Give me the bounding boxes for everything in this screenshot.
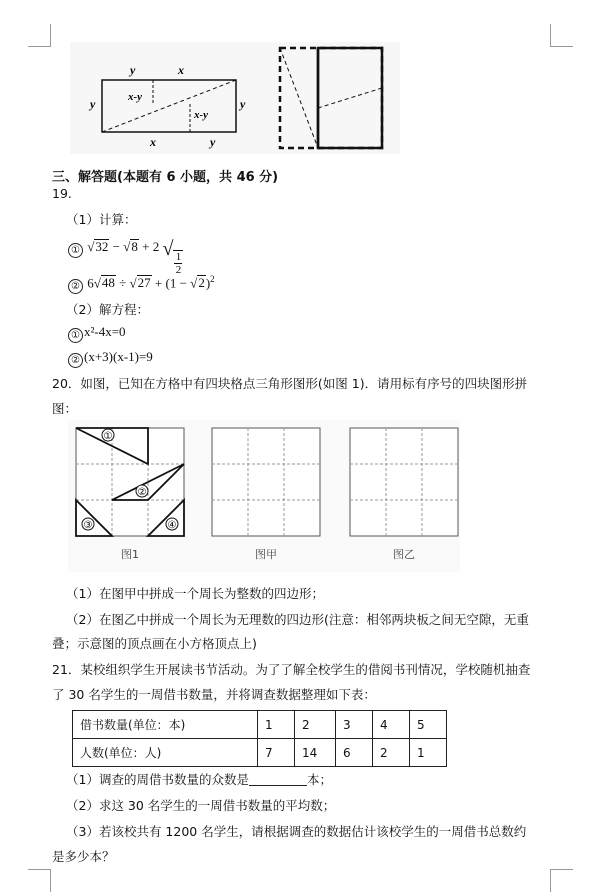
circled-1-icon: ① — [68, 328, 83, 343]
caption-fig-yi: 图乙 — [393, 548, 415, 561]
corner-mark-top-right — [550, 24, 573, 47]
q19-expression-2: ② $6√48 \div √27 + (1 - √2)^2$ — [68, 274, 215, 294]
corner-mark-bottom-left — [28, 869, 51, 892]
table-cell: 2 — [373, 739, 410, 767]
piece-mark-3: ③ — [83, 520, 93, 531]
top-figure — [70, 42, 400, 154]
q21-part1 — [66, 770, 332, 788]
label-y-left: y — [90, 97, 96, 111]
table-header-cell: 借书数量(单位：本) — [73, 711, 258, 739]
table-cell: 5 — [410, 711, 447, 739]
q20-part2b: 叠；示意图的顶点画在小方格顶点上) — [52, 636, 257, 651]
minus-sign: − — [112, 239, 124, 254]
borrow-table — [72, 710, 447, 767]
piece-mark-2: ② — [137, 487, 147, 498]
radicand-2: 2 — [198, 275, 205, 291]
table-cell: 7 — [258, 739, 295, 767]
section-title: 三、解答题(本题有 6 小题，共 46 分) — [52, 170, 279, 185]
label-y-top: y — [130, 63, 136, 77]
coefficient-6: 6 — [87, 275, 94, 291]
q19-part1: （1）计算： — [66, 212, 137, 227]
label-x-top: x — [178, 63, 184, 77]
radicand-8: 8 — [131, 239, 138, 254]
answer-blank[interactable] — [249, 773, 307, 786]
corner-mark-top-left — [28, 24, 51, 47]
q19-number: 19. — [52, 186, 72, 201]
table-cell: 2 — [295, 711, 336, 739]
grid-figures — [68, 420, 460, 572]
q21-part3a: （3）若该校共有 1200 名学生，请根据调查的数据估计该校学生的一周借书总数约 — [66, 824, 527, 839]
radicand-48: 48 — [101, 275, 115, 291]
equation-2-text: (x+3)(x-1)=9 — [84, 349, 153, 364]
table-cell: 1 — [410, 739, 447, 767]
close-paren: ) — [205, 275, 211, 291]
table-cell: 1 — [258, 711, 295, 739]
grid-figure-yi — [350, 428, 458, 536]
table-cell: 14 — [295, 739, 336, 767]
table-cell: 4 — [373, 711, 410, 739]
q20-part1: （1）在图甲中拼成一个周长为整数的四边形； — [66, 586, 324, 601]
q21-part3b: 是多少本？ — [52, 849, 115, 864]
radicand-32: 32 — [95, 239, 109, 254]
radicand-27: 27 — [137, 275, 151, 291]
caption-fig-jia: 图甲 — [255, 548, 277, 561]
label-x-minus-y-2: x-y — [194, 109, 209, 121]
q19-equation-1 — [68, 324, 126, 343]
equation-1-text: x²-4x=0 — [84, 324, 126, 339]
q21-part1-unit: 本； — [306, 772, 332, 787]
q19-part2: （2）解方程： — [66, 302, 149, 317]
circled-2-icon: ② — [68, 279, 83, 294]
caption-fig1: 图1 — [121, 548, 139, 561]
circled-2-icon: ② — [68, 353, 83, 368]
label-x-bottom: x — [150, 135, 156, 149]
table-row — [73, 739, 447, 767]
q19-expression-1: ① √32 − √8 + 2 √ $\frac{1}{2}$ — [68, 238, 183, 276]
label-y-right: y — [240, 97, 246, 111]
q21-part1-text: （1）调查的周借书数量的众数是 — [66, 772, 249, 787]
corner-mark-bottom-right — [550, 869, 573, 892]
q20-line1: 20．如图，已知在方格中有四块格点三角形图形(如图 1)．请用标有序号的四块图形拼 — [52, 376, 528, 391]
piece-mark-4: ④ — [167, 520, 177, 531]
table-cell: 3 — [336, 711, 373, 739]
table-header-cell: 人数(单位：人) — [73, 739, 258, 767]
fraction-numerator: 1 — [175, 251, 182, 263]
q20-line2: 图： — [52, 401, 78, 416]
q21-part2: （2）求这 30 名学生的一周借书数量的平均数； — [66, 798, 336, 813]
q19-equation-2 — [68, 349, 153, 368]
fraction-denominator: 2 — [175, 264, 182, 276]
label-x-minus-y-1: x-y — [128, 91, 143, 103]
divide-sign: ÷ — [119, 275, 130, 291]
plus-paren: + (1 − — [154, 275, 191, 291]
label-y-bottom: y — [210, 135, 216, 149]
piece-mark-1: ① — [103, 431, 113, 442]
exponent-2: 2 — [210, 274, 215, 284]
grid-figure-jia — [212, 428, 320, 536]
q21-line2: 了 30 名学生的一周借书数量，并将调查数据整理如下表： — [52, 687, 376, 702]
circled-1-icon: ① — [68, 243, 83, 258]
table-row — [73, 711, 447, 739]
grid-figure-1 — [76, 428, 184, 536]
q21-line1: 21．某校组织学生开展读书节活动。为了了解全校学生的借阅书刊情况，学校随机抽查 — [52, 662, 531, 677]
plus-two: + 2 — [142, 239, 160, 254]
table-cell: 6 — [336, 739, 373, 767]
q20-part2a: （2）在图乙中拼成一个周长为无理数的四边形(注意：相邻两块板之间无空隙，无重 — [66, 612, 529, 627]
